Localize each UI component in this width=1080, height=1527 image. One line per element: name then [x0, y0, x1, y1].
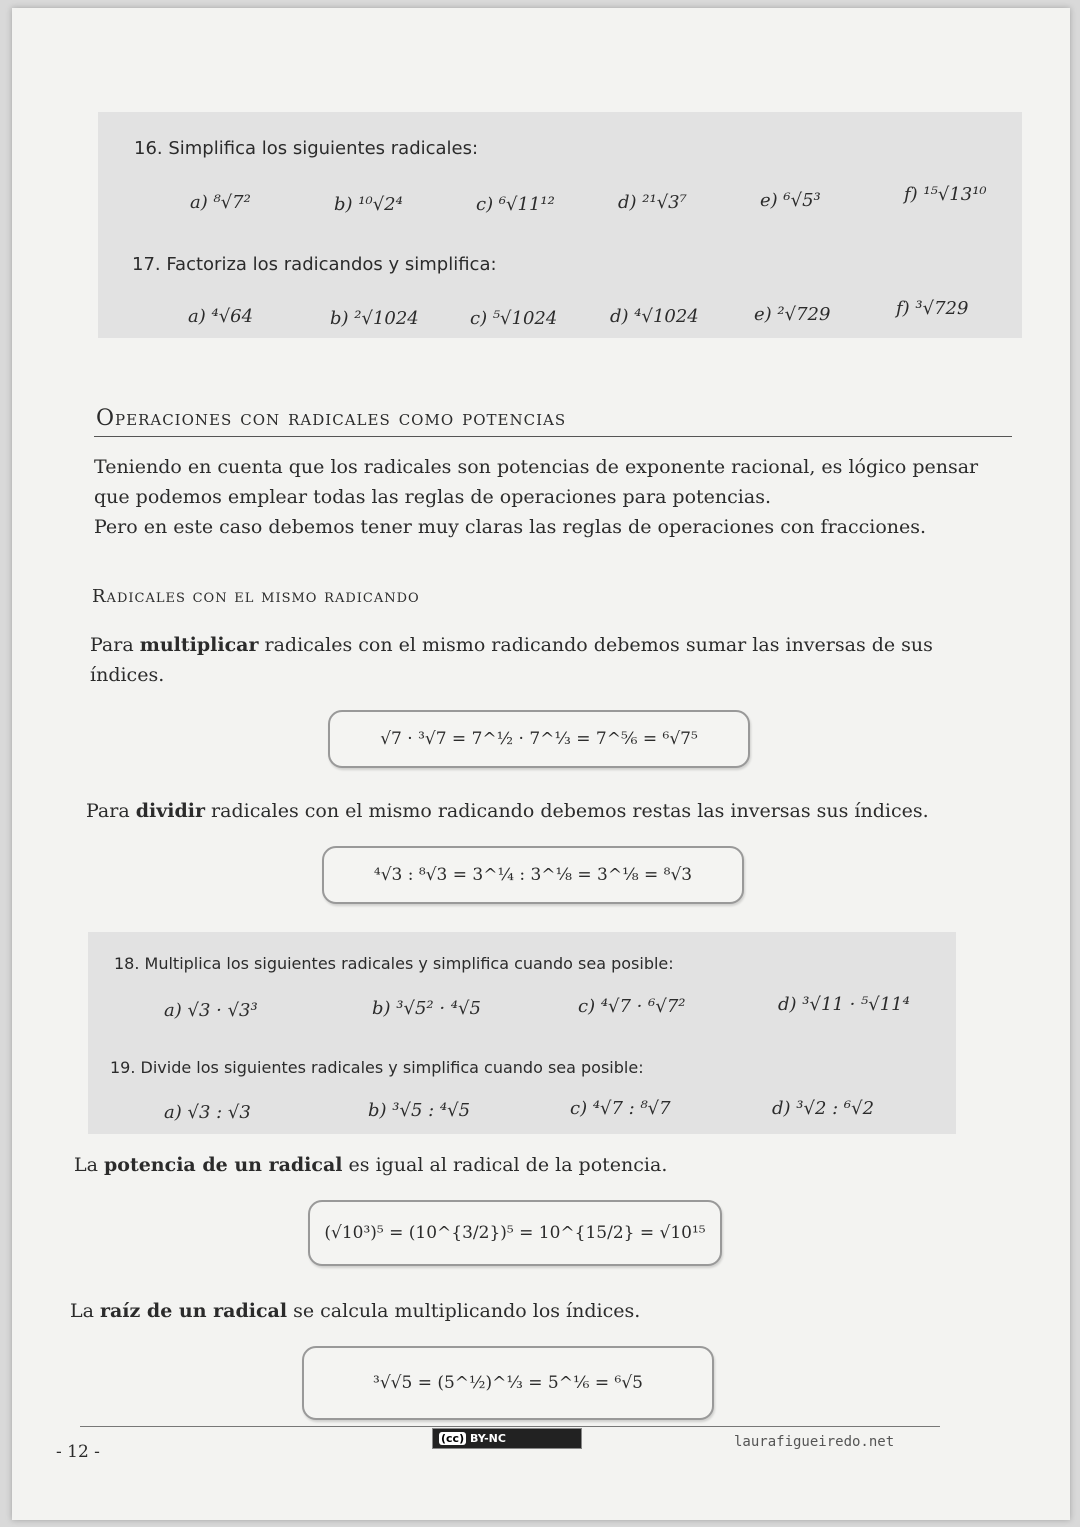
ex19-item-d: d) ³√2 : ⁶√2	[772, 1098, 875, 1119]
license-badge	[432, 1428, 582, 1449]
site-credit: laurafigueiredo.net	[734, 1434, 895, 1450]
ex19-item-c: c) ⁴√7 : ⁸√7	[570, 1098, 671, 1119]
root-keyword: raíz de un radical	[99, 1300, 288, 1322]
multiply-formula: √7 · ³√7 = 7^½ · 7^⅓ = 7^⅚ = ⁶√7⁵	[380, 729, 698, 749]
multiply-text-line-2: índices.	[90, 664, 165, 686]
power-formula: (√10³)⁵ = (10^{3/2})⁵ = 10^{15/2} = √10¹⁵	[324, 1223, 706, 1243]
root-formula-box	[302, 1346, 714, 1420]
intro-line-3: Pero en este caso debemos tener muy claras las reglas de operaciones con fracciones.	[94, 516, 927, 538]
ex19-item-a: a) √3 : √3	[164, 1102, 251, 1123]
root-text: La raíz de un radical se calcula multiplicando los índices.	[70, 1300, 641, 1322]
ex16-item-b: b) ¹⁰√2⁴	[334, 194, 403, 215]
ex17-item-c: c) ⁵√1024	[470, 308, 558, 329]
ex18-item-c: c) ⁴√7 · ⁶√7²	[578, 996, 686, 1017]
cc-icon: (cc)	[441, 1432, 465, 1445]
exercise-18-title: 18. Multiplica los siguientes radicales y simplifica cuando sea posible:	[114, 954, 674, 973]
root-formula: ³√√5 = (5^½)^⅓ = 5^⅙ = ⁶√5	[373, 1373, 643, 1393]
ex17-item-d: d) ⁴√1024	[610, 306, 699, 327]
ex17-item-f: f) ³√729	[896, 298, 969, 319]
exercise-16-title: 16. Simplifica los siguientes radicales:	[134, 138, 479, 159]
divide-keyword: dividir	[135, 800, 205, 822]
ex16-item-c: c) ⁶√11¹²	[476, 194, 555, 215]
section-title: Operaciones con radicales como potencias	[96, 406, 567, 431]
document-page	[12, 8, 1070, 1520]
page-number: - 12 -	[56, 1442, 100, 1462]
power-keyword: potencia de un radical	[103, 1154, 343, 1176]
multiply-text-line-1: Para multiplicar radicales con el mismo radicando debemos sumar las inversas de sus	[90, 634, 933, 656]
divide-formula-box	[322, 846, 744, 904]
license-label: BY-NC	[469, 1432, 506, 1445]
ex18-item-a: a) √3 · √3³	[164, 1000, 258, 1021]
subsection-title: Radicales con el mismo radicando	[92, 586, 420, 607]
divide-text: Para dividir radicales con el mismo radicando debemos restas las inversas sus índices.	[86, 800, 929, 822]
ex16-item-e: e) ⁶√5³	[760, 190, 821, 211]
divide-formula: ⁴√3 : ⁸√3 = 3^¼ : 3^⅛ = 3^⅛ = ⁸√3	[373, 865, 693, 885]
section-rule	[94, 436, 1012, 437]
ex18-item-d: d) ³√11 · ⁵√11⁴	[778, 994, 910, 1015]
exercise-17-title: 17. Factoriza los radicandos y simplifica:	[132, 254, 497, 275]
multiply-keyword: multiplicar	[139, 634, 259, 656]
ex16-item-a: a) ⁸√7²	[190, 192, 251, 213]
ex19-item-b: b) ³√5 : ⁴√5	[368, 1100, 471, 1121]
ex16-item-d: d) ²¹√3⁷	[618, 192, 687, 213]
ex17-item-b: b) ²√1024	[330, 308, 419, 329]
exercise-19-title: 19. Divide los siguientes radicales y simplifica cuando sea posible:	[110, 1058, 644, 1077]
power-formula-box	[308, 1200, 722, 1266]
footer-rule	[80, 1426, 940, 1427]
intro-line-2: que podemos emplear todas las reglas de operaciones para potencias.	[94, 486, 771, 508]
intro-line-1: Teniendo en cuenta que los radicales son potencias de exponente racional, es lógico pensar	[94, 456, 979, 478]
power-text: La potencia de un radical es igual al radical de la potencia.	[74, 1154, 668, 1176]
ex17-item-e: e) ²√729	[754, 304, 831, 325]
ex16-item-f: f) ¹⁵√13¹⁰	[904, 184, 987, 205]
ex18-item-b: b) ³√5² · ⁴√5	[372, 998, 481, 1019]
ex17-item-a: a) ⁴√64	[188, 306, 254, 327]
multiply-formula-box	[328, 710, 750, 768]
